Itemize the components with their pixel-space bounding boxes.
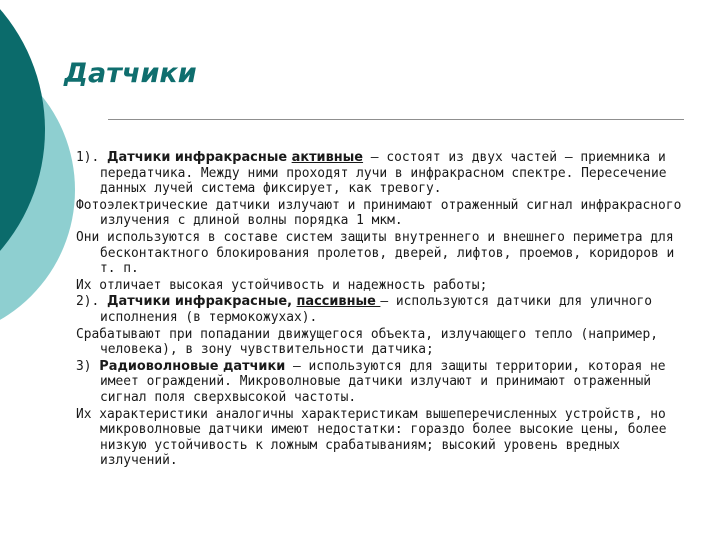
item-number: 1). xyxy=(76,150,108,165)
paragraph-text: — используются для защиты территории, которая не имеет ограждений. Микроволновые датчики излучают и принимают отраженный сигнал поля сверхвысокой частоты. xyxy=(100,358,666,405)
paragraph-text: — состоят из двух частей — приемника и передатчика. Между ними проходят лучи в инфракрасном спектре. Пересечение данных лучей система фиксирует, как тревогу. xyxy=(100,150,667,197)
item-number: 3) xyxy=(76,358,100,374)
term-underlined: пассивные xyxy=(296,294,381,310)
paragraph-reliability: Их отличает высокая устойчивость и надежность работы; xyxy=(76,277,488,293)
paragraph-text: — используются датчики для уличного исполнения (в термокожухах). xyxy=(100,294,653,325)
slide-title: Датчики xyxy=(64,58,197,89)
paragraph-active-ir xyxy=(76,150,696,197)
paragraph-characteristics: Их характеристики аналогичны характеристикам вышеперечисленных устройств, но микроволновые датчики имеют недостатки: гораздо более высокие цены, более низкую устойчивость к ложным срабатываниям; высокий уровень вредных излучений. xyxy=(76,406,667,469)
term-bold: Датчики инфракрасные xyxy=(107,150,292,165)
term-bold: Датчики инфракрасные, xyxy=(107,294,297,310)
item-number: 2). xyxy=(76,294,108,310)
term-bold: Радиоволновые датчики xyxy=(99,358,286,374)
paragraph-passive-ir xyxy=(76,294,696,325)
slide-body xyxy=(76,150,696,470)
paragraph-usage: Они используются в составе систем защиты внутреннего и внешнего периметра для бесконтактного блокирования пролетов, дверей, лифтов, проемов, коридоров и т. п. xyxy=(76,229,675,277)
paragraph-trigger: Срабатывают при попадании движущегося объекта, излучающего тепло (например, человека), в зону чувствительности датчика; xyxy=(76,326,659,358)
paragraph-radiowave xyxy=(76,359,696,406)
term-underlined: активные xyxy=(291,150,364,165)
title-divider xyxy=(108,119,684,120)
paragraph-photoelectric: Фотоэлектрические датчики излучают и принимают отраженный сигнал инфракрасного излучения с длиной волны порядка 1 мкм. xyxy=(76,197,682,229)
